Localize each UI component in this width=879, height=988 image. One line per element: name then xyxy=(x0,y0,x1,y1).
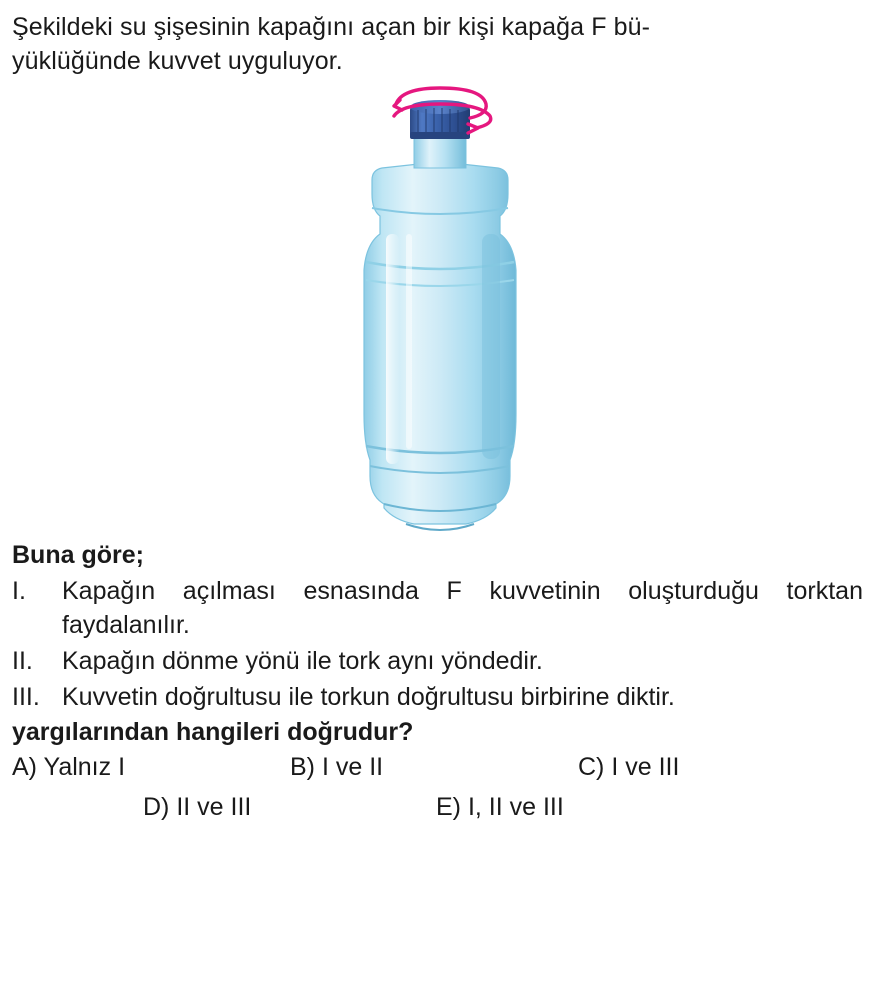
statement-item xyxy=(12,574,867,642)
choice-d[interactable] xyxy=(143,789,251,827)
choice-d-text: II ve III xyxy=(176,793,252,821)
question-prompt: yargılarından hangileri doğrudur? xyxy=(12,718,414,746)
section-title: Buna göre; xyxy=(12,541,144,569)
bottle-highlight-left-2 xyxy=(406,234,412,449)
choice-a-key: A) xyxy=(12,753,37,781)
statement-text: Kapağın açılması esnasında F kuvvetinin oluşturduğu torktan faydalanılır. xyxy=(62,577,863,639)
statement-label: III. xyxy=(12,683,40,711)
choice-e[interactable] xyxy=(436,789,564,827)
bottle-base-curve xyxy=(406,524,474,530)
choices-row-2 xyxy=(12,789,867,829)
stem-line-1: Şekildeki su şişesinin kapağını açan bir kişi kapağa F bü- xyxy=(12,13,651,41)
stem-line-2: yüklüğünde kuvvet uyguluyor. xyxy=(12,47,343,75)
choice-e-key: E) xyxy=(436,793,461,821)
answer-choices xyxy=(12,749,867,829)
choice-b[interactable] xyxy=(290,749,383,787)
bottle-shadow-right xyxy=(482,234,500,459)
choices-row-1 xyxy=(12,749,867,789)
bottle-figure xyxy=(310,84,570,539)
choice-b-text: I ve II xyxy=(321,753,384,781)
statement-item xyxy=(12,680,867,714)
statement-text: Kapağın dönme yönü ile tork aynı yöndedir. xyxy=(62,647,543,675)
bottle-cap-top xyxy=(410,100,470,114)
statement-item xyxy=(12,644,867,678)
figure-container xyxy=(12,84,867,539)
choice-d-key: D) xyxy=(143,793,170,821)
choice-e-text: I, II ve III xyxy=(467,793,564,821)
statement-label: II. xyxy=(12,647,33,675)
choice-c[interactable] xyxy=(578,749,679,787)
bottle-highlight-left xyxy=(386,234,399,464)
choice-c-text: I ve III xyxy=(611,753,680,781)
choice-b-key: B) xyxy=(290,753,315,781)
statements-list xyxy=(12,574,867,714)
cap-skirt xyxy=(410,132,470,139)
choice-a[interactable] xyxy=(12,749,125,787)
statement-text: Kuvvetin doğrultusu ile torkun doğrultusu birbirine diktir. xyxy=(62,683,675,711)
bottle-illustration xyxy=(310,84,570,534)
choice-c-key: C) xyxy=(578,753,605,781)
choice-a-text: Yalnız I xyxy=(43,753,126,781)
statement-label: I. xyxy=(12,577,26,605)
question-stem xyxy=(12,10,867,78)
